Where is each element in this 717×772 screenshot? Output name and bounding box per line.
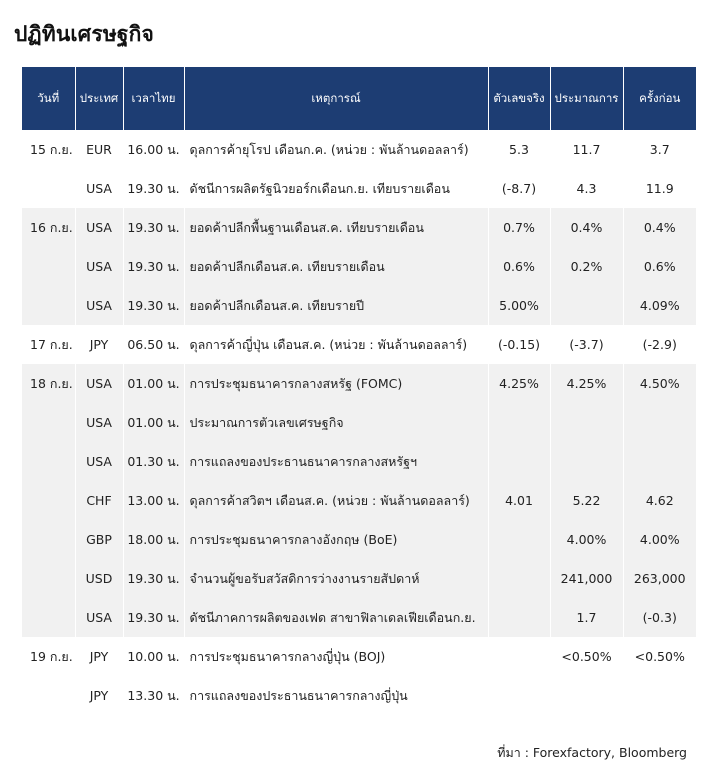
event-cell: ยอดค้าปลีกพื้นฐานเดือนส.ค. เทียบรายเดือน (184, 208, 488, 247)
forecast-cell (550, 442, 623, 481)
time-cell: 19.30 น. (123, 247, 184, 286)
date-cell: 17 ก.ย. (30, 336, 73, 352)
table-header-row (22, 67, 696, 130)
previous-cell: (-2.9) (623, 325, 696, 364)
country-cell: JPY (75, 676, 123, 715)
time-cell: 01.00 น. (123, 364, 184, 403)
previous-cell: 3.7 (623, 130, 696, 169)
column-header-previous: ครั้งก่อน (623, 67, 696, 130)
date-cell: 18 ก.ย. (22, 364, 75, 403)
event-cell: ดุลการค้าสวิตฯ เดือนส.ค. (หน่วย : พันล้านดอลลาร์) (184, 481, 488, 520)
actual-cell (488, 442, 550, 481)
actual-cell: (-8.7) (488, 169, 550, 208)
date-cell: 19 ก.ย. (30, 648, 73, 664)
actual-cell: (-0.15) (488, 325, 550, 364)
forecast-cell: 1.7 (550, 598, 623, 637)
actual-cell (488, 559, 550, 598)
actual-cell: 4.25% (488, 364, 550, 403)
previous-cell: 0.4% (623, 208, 696, 247)
event-cell: จำนวนผู้ขอรับสวัสดิการว่างงานรายสัปดาห์ (184, 559, 488, 598)
column-header-date: วันที่ (22, 67, 75, 130)
country-cell: JPY (75, 637, 123, 676)
table-row (22, 169, 696, 208)
actual-cell (488, 676, 550, 715)
event-cell: ดุลการค้ายุโรป เดือนก.ค. (หน่วย : พันล้านดอลลาร์) (184, 130, 488, 169)
country-cell: USA (75, 169, 123, 208)
date-cell (22, 169, 75, 208)
time-cell: 13.30 น. (123, 676, 184, 715)
time-cell: 01.00 น. (123, 403, 184, 442)
previous-cell: 11.9 (623, 169, 696, 208)
actual-cell: 5.00% (488, 286, 550, 325)
actual-cell (488, 637, 550, 676)
date-cell (22, 598, 75, 637)
event-cell: ดัชนีภาคการผลิตของเฟด สาขาฟิลาเดลเฟียเดือนก.ย. (184, 598, 488, 637)
forecast-cell (550, 403, 623, 442)
country-cell: CHF (75, 481, 123, 520)
country-cell: USA (75, 364, 123, 403)
country-cell: USD (75, 559, 123, 598)
table-row (22, 442, 696, 481)
previous-cell: 263,000 (623, 559, 696, 598)
country-cell: EUR (75, 130, 123, 169)
actual-cell (488, 403, 550, 442)
time-cell: 19.30 น. (123, 559, 184, 598)
country-cell: USA (75, 598, 123, 637)
table-row (22, 247, 696, 286)
forecast-cell: <0.50% (550, 637, 623, 676)
forecast-cell: 4.00% (550, 520, 623, 559)
forecast-cell: 4.25% (550, 364, 623, 403)
actual-cell: 0.6% (488, 247, 550, 286)
table-row (22, 208, 696, 247)
table-row (22, 403, 696, 442)
table-row (22, 364, 696, 403)
column-header-time: เวลาไทย (123, 67, 184, 130)
time-cell: 01.30 น. (123, 442, 184, 481)
actual-cell (488, 598, 550, 637)
forecast-cell (550, 286, 623, 325)
previous-cell: 4.50% (623, 364, 696, 403)
table-row (22, 130, 696, 169)
date-cell (22, 247, 75, 286)
actual-cell: 4.01 (488, 481, 550, 520)
column-header-country: ประเทศ (75, 67, 123, 130)
forecast-cell: 241,000 (550, 559, 623, 598)
table-row (22, 481, 696, 520)
country-cell: USA (75, 247, 123, 286)
forecast-cell: 0.2% (550, 247, 623, 286)
forecast-cell: 0.4% (550, 208, 623, 247)
event-cell: การแถลงของประธานธนาคารกลางสหรัฐฯ (184, 442, 488, 481)
date-cell: 15 ก.ย. (30, 141, 73, 157)
event-cell: การประชุมธนาคารกลางสหรัฐ (FOMC) (184, 364, 488, 403)
previous-cell: 4.00% (623, 520, 696, 559)
time-cell: 13.00 น. (123, 481, 184, 520)
table-row (22, 676, 696, 715)
date-cell (22, 481, 75, 520)
date-cell (22, 442, 75, 481)
event-cell: การประชุมธนาคารกลางญี่ปุ่น (BOJ) (184, 637, 488, 676)
page-title: ปฏิทินเศรษฐกิจ (14, 22, 155, 46)
actual-cell (488, 520, 550, 559)
table-row (22, 325, 696, 364)
event-cell: การแถลงของประธานธนาคารกลางญี่ปุ่น (184, 676, 488, 715)
forecast-cell: 11.7 (550, 130, 623, 169)
date-cell (22, 286, 75, 325)
time-cell: 16.00 น. (123, 130, 184, 169)
table-row (22, 598, 696, 637)
forecast-cell: 4.3 (550, 169, 623, 208)
source-note: ที่มา : Forexfactory, Bloomberg (497, 745, 687, 760)
time-cell: 06.50 น. (123, 325, 184, 364)
forecast-cell (550, 676, 623, 715)
column-header-forecast: ประมาณการ (550, 67, 623, 130)
event-cell: ยอดค้าปลีกเดือนส.ค. เทียบรายปี (184, 286, 488, 325)
previous-cell: <0.50% (623, 637, 696, 676)
time-cell: 18.00 น. (123, 520, 184, 559)
event-cell: ประมาณการตัวเลขเศรษฐกิจ (184, 403, 488, 442)
time-cell: 19.30 น. (123, 208, 184, 247)
country-cell: USA (75, 442, 123, 481)
forecast-cell: (-3.7) (550, 325, 623, 364)
country-cell: USA (75, 286, 123, 325)
country-cell: GBP (75, 520, 123, 559)
column-header-actual: ตัวเลขจริง (488, 67, 550, 130)
country-cell: JPY (75, 325, 123, 364)
previous-cell: (-0.3) (623, 598, 696, 637)
forecast-cell: 5.22 (550, 481, 623, 520)
time-cell: 19.30 น. (123, 286, 184, 325)
economic-calendar-table (22, 67, 696, 715)
table-row (22, 520, 696, 559)
date-cell (22, 403, 75, 442)
table-body (22, 130, 696, 715)
date-cell (22, 676, 75, 715)
table-row (22, 637, 696, 676)
previous-cell: 4.62 (623, 481, 696, 520)
time-cell: 10.00 น. (123, 637, 184, 676)
previous-cell: 4.09% (623, 286, 696, 325)
table-row (22, 559, 696, 598)
country-cell: USA (75, 208, 123, 247)
event-cell: ยอดค้าปลีกเดือนส.ค. เทียบรายเดือน (184, 247, 488, 286)
date-cell (22, 520, 75, 559)
date-cell: 16 ก.ย. (22, 208, 75, 247)
date-cell (22, 559, 75, 598)
time-cell: 19.30 น. (123, 169, 184, 208)
actual-cell: 0.7% (488, 208, 550, 247)
previous-cell (623, 676, 696, 715)
event-cell: ดุลการค้าญี่ปุ่น เดือนส.ค. (หน่วย : พันล้านดอลลาร์) (184, 325, 488, 364)
previous-cell (623, 442, 696, 481)
column-header-event: เหตุการณ์ (184, 67, 488, 130)
previous-cell (623, 403, 696, 442)
country-cell: USA (75, 403, 123, 442)
time-cell: 19.30 น. (123, 598, 184, 637)
previous-cell: 0.6% (623, 247, 696, 286)
event-cell: การประชุมธนาคารกลางอังกฤษ (BoE) (184, 520, 488, 559)
table-row (22, 286, 696, 325)
event-cell: ดัชนีการผลิตรัฐนิวยอร์กเดือนก.ย. เทียบรายเดือน (184, 169, 488, 208)
actual-cell: 5.3 (488, 130, 550, 169)
